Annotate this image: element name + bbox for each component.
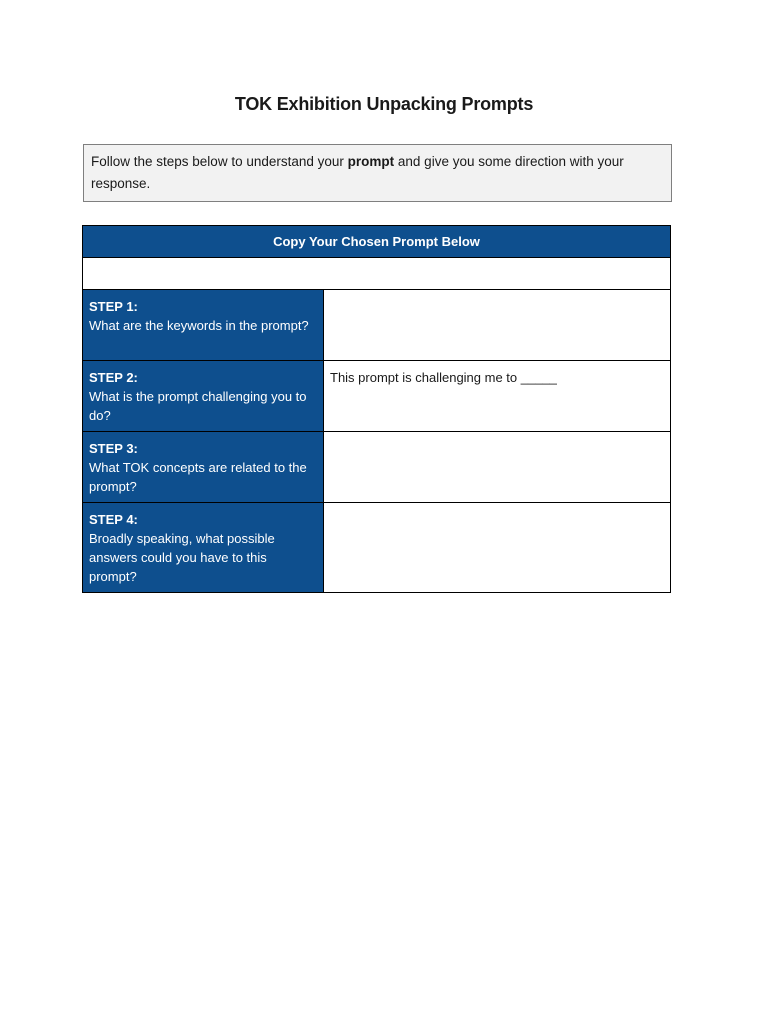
step-4-label: STEP 4:	[89, 512, 138, 527]
intro-text-start: Follow the steps below to understand your	[91, 154, 348, 169]
step-1-cell	[83, 290, 324, 361]
step-3-cell	[83, 432, 324, 503]
step-2-cell	[83, 361, 324, 432]
step-3-answer-cell[interactable]	[324, 432, 671, 503]
table-row	[83, 503, 671, 593]
prompt-entry-row	[83, 258, 671, 290]
table-row	[83, 290, 671, 361]
step-2-label: STEP 2:	[89, 370, 138, 385]
table-header: Copy Your Chosen Prompt Below	[83, 226, 671, 258]
step-1-question: What are the keywords in the prompt?	[89, 318, 309, 333]
unpacking-table	[82, 225, 671, 593]
step-1-label: STEP 1:	[89, 299, 138, 314]
table-row	[83, 432, 671, 503]
step-4-cell	[83, 503, 324, 593]
step-3-question: What TOK concepts are related to the prompt?	[89, 460, 307, 494]
prompt-entry-cell[interactable]	[83, 258, 671, 290]
step-2-question: What is the prompt challenging you to do?	[89, 389, 307, 423]
page-title: TOK Exhibition Unpacking Prompts	[234, 94, 534, 114]
step-4-answer-cell[interactable]	[324, 503, 671, 593]
step-2-answer-cell[interactable]: This prompt is challenging me to _____	[324, 361, 671, 432]
step-4-question: Broadly speaking, what possible answers could you have to this prompt?	[89, 531, 275, 584]
intro-text-end: and give you some direction with your response.	[91, 154, 624, 191]
intro-instructions	[83, 144, 672, 202]
step-1-answer-cell[interactable]	[324, 290, 671, 361]
intro-text-bold: prompt	[347, 154, 395, 169]
table-header-row	[83, 226, 671, 258]
table-row	[83, 361, 671, 432]
step-3-label: STEP 3:	[89, 441, 138, 456]
